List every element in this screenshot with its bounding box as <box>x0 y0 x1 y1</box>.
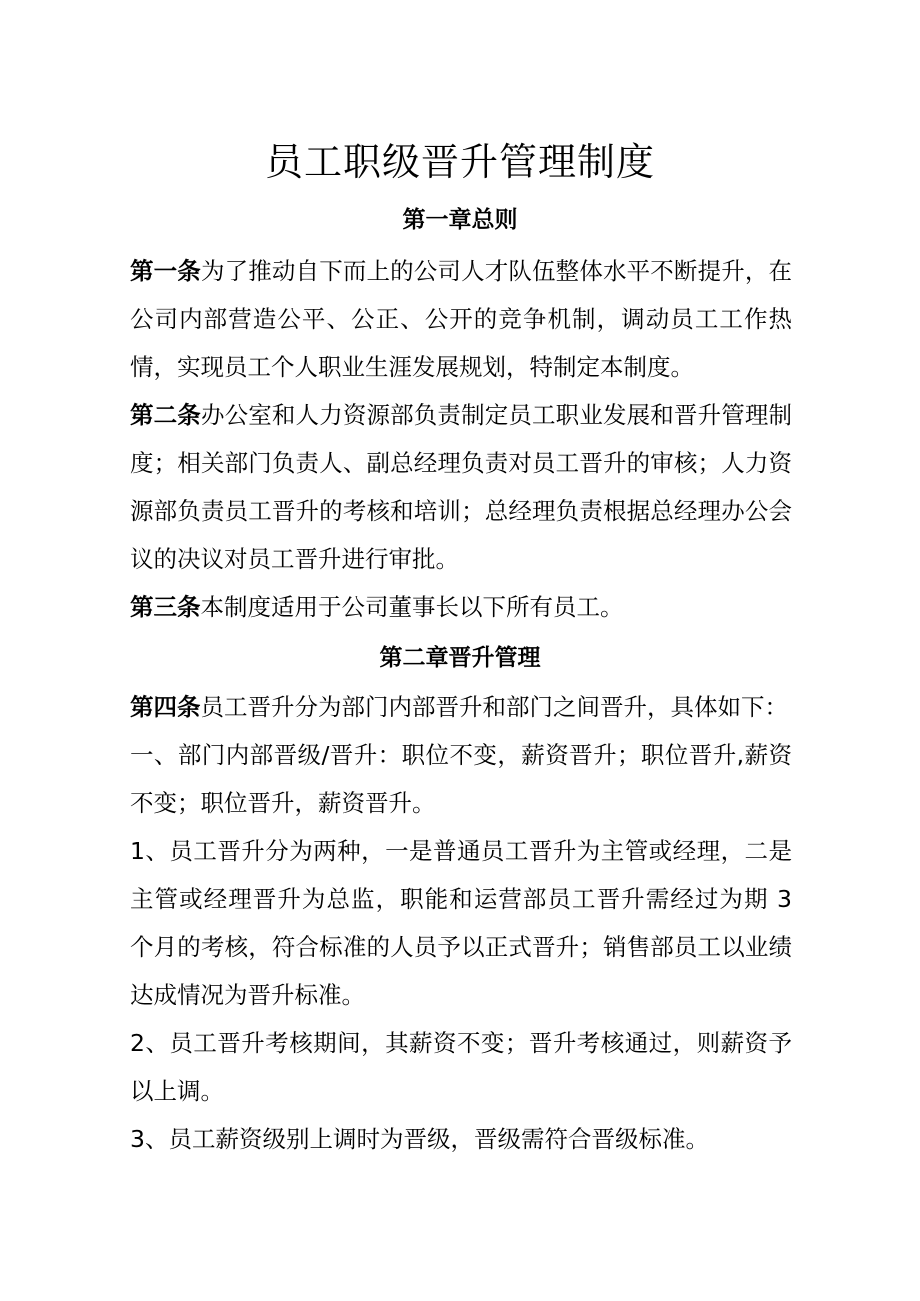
article-4 <box>130 683 792 731</box>
document-title: 员工职级晋升管理制度 <box>264 140 655 184</box>
article-1 <box>130 247 792 391</box>
article-2-lead: 第二条 <box>130 401 201 429</box>
chapter-heading-2: 第二章晋升管理 <box>379 645 541 671</box>
list-item-1: 1、员工晋升分为两种，一是普通员工晋升为主管或经理，二是主管或经理晋升为总监，职能和运营部员工晋升需经过为期 3 个月的考核，符合标准的人员予以正式晋升；销售部员工以业绩达成情况为晋升标准。 <box>130 837 792 1009</box>
article-1-text: 为了推动自下而上的公司人才队伍整体水平不断提升，在公司内部营造公平、公正、公开的竞争机制，调动员工工作热情，实现员工个人职业生涯发展规划，特制定本制度。 <box>130 257 793 381</box>
article-4-lead: 第四条 <box>130 693 201 721</box>
article-3-lead: 第三条 <box>130 593 201 621</box>
chapter-heading-1: 第一章总则 <box>402 207 518 233</box>
article-2-text: 办公室和人力资源部负责制定员工职业发展和晋升管理制度；相关部门负责人、副总经理负责对员工晋升的审核；人力资源部负责员工晋升的考核和培训；总经理负责根据总经理办公会议的决议对员工晋升进行审批。 <box>130 401 793 573</box>
list-item-intra-department: 一、部门内部晋级/晋升：职位不变，薪资晋升；职位晋升,薪资不变；职位晋升，薪资晋升。 <box>130 741 792 817</box>
list-item-2: 2、员工晋升考核期间，其薪资不变；晋升考核通过，则薪资予以上调。 <box>130 1029 792 1105</box>
list-item-3: 3、员工薪资级别上调时为晋级，晋级需符合晋级标准。 <box>130 1125 709 1153</box>
article-2 <box>130 391 792 583</box>
article-3 <box>130 583 792 631</box>
article-1-lead: 第一条 <box>130 257 201 285</box>
article-3-text: 本制度适用于公司董事长以下所有员工。 <box>200 593 624 621</box>
article-4-text: 员工晋升分为部门内部晋升和部门之间晋升，具体如下： <box>200 693 788 721</box>
